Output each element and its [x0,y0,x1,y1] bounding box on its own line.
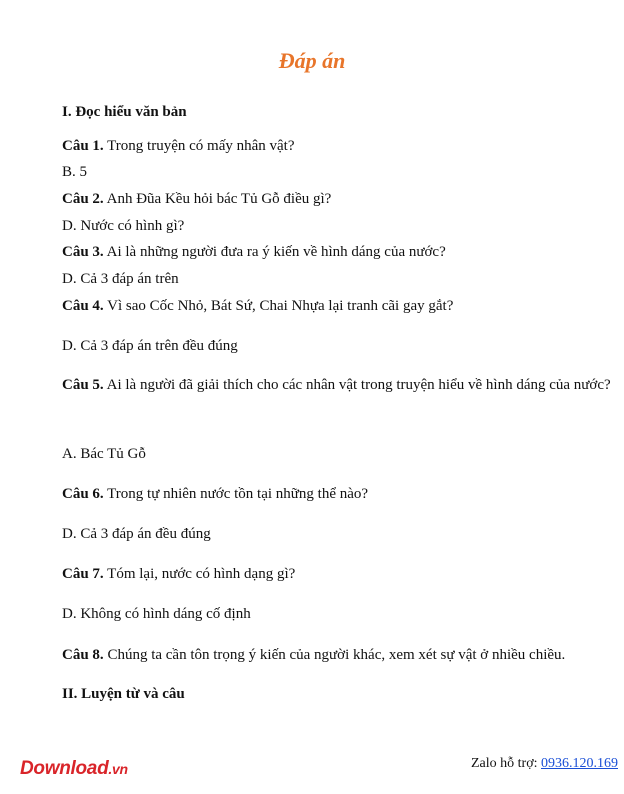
support-contact [471,756,618,772]
answer-4: D. Cả 3 đáp án trên đều đúng [62,338,238,354]
answer-5: A. Bác Tủ Gỗ [62,446,146,462]
answer-3: D. Cả 3 đáp án trên [62,271,179,287]
question-label: Câu 6. [62,486,104,502]
support-phone-link[interactable]: 0936.120.169 [541,756,618,771]
logo-tld: .vn [108,761,128,777]
download-logo[interactable] [20,758,128,780]
question-7 [62,564,295,584]
question-label: Câu 3. [62,244,104,260]
question-1 [62,136,295,156]
question-text: Trong tự nhiên nước tồn tại những thể nào? [107,486,369,502]
question-label: Câu 4. [62,298,104,314]
question-text: Ai là những người đưa ra ý kiến về hình dáng của nước? [106,244,446,260]
question-3 [62,242,446,262]
logo-text: Download [20,758,109,779]
answer-1: B. 5 [62,164,88,180]
question-text: Vì sao Cốc Nhỏ, Bát Sứ, Chai Nhựa lại tranh cãi gay gắt? [107,298,454,314]
section-heading-reading: I. Đọc hiểu văn bản [62,104,187,120]
page-title: Đáp án [278,48,346,73]
answer-6: D. Cả 3 đáp án đều đúng [62,526,211,542]
question-6 [62,484,368,504]
question-label: Câu 7. [62,566,104,582]
question-label: Câu 5. [62,377,104,393]
question-label: Câu 1. [62,138,104,154]
support-label: Zalo hỗ trợ: [471,756,538,771]
question-label: Câu 2. [62,191,104,207]
question-5 [62,372,614,399]
question-2 [62,189,331,209]
question-8 [62,645,565,665]
question-text: Chúng ta cần tôn trọng ý kiến của người khác, xem xét sự vật ở nhiều chiều. [107,647,566,663]
answer-2: D. Nước có hình gì? [62,218,185,234]
question-text: Tóm lại, nước có hình dạng gì? [107,566,296,582]
section-heading-vocabulary: II. Luyện từ và câu [62,686,185,702]
question-text: Ai là người đã giải thích cho các nhân vật trong truyện hiểu về hình dáng của nước? [106,377,611,393]
answer-7: D. Không có hình dáng cố định [62,606,251,622]
question-text: Anh Đũa Kều hỏi bác Tủ Gỗ điều gì? [106,191,332,207]
question-4 [62,296,453,316]
question-text: Trong truyện có mấy nhân vật? [107,138,295,154]
question-label: Câu 8. [62,647,104,663]
